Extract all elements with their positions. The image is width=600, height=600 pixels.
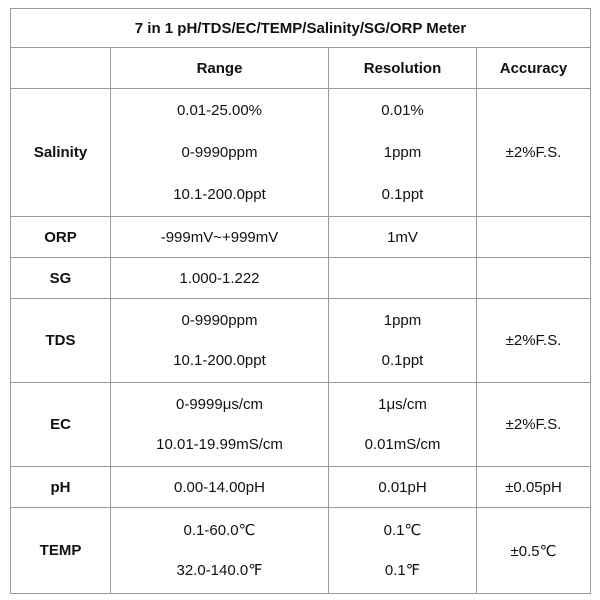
- row-temp: [11, 508, 591, 594]
- resolution-value: 0.1℉: [384, 561, 421, 579]
- resolution-sg: [329, 258, 477, 299]
- range-salinity: [111, 89, 329, 217]
- accuracy-tds: ±2%F.S.: [477, 299, 591, 383]
- accuracy-salinity: ±2%F.S.: [477, 89, 591, 217]
- range-value: 10.1-200.0ppt: [173, 351, 266, 369]
- resolution-temp: [329, 508, 477, 594]
- row-ec: [11, 383, 591, 467]
- accuracy-ph: ±0.05pH: [477, 467, 591, 508]
- range-orp: -999mV~+999mV: [111, 217, 329, 258]
- header-resolution: Resolution: [329, 48, 477, 89]
- resolution-tds: [329, 299, 477, 383]
- range-value: 0-9990ppm: [181, 143, 258, 161]
- label-salinity: Salinity: [11, 89, 111, 217]
- range-ph: 0.00-14.00pH: [111, 467, 329, 508]
- range-value: 10.1-200.0ppt: [173, 185, 266, 203]
- resolution-value: 1μs/cm: [378, 395, 427, 413]
- row-sg: [11, 258, 591, 299]
- range-temp: [111, 508, 329, 594]
- resolution-value: 0.01%: [381, 101, 424, 119]
- range-ec: [111, 383, 329, 467]
- resolution-value: 1ppm: [383, 143, 422, 161]
- resolution-orp: 1mV: [329, 217, 477, 258]
- range-value: 32.0-140.0℉: [176, 561, 263, 579]
- range-value: 10.01-19.99mS/cm: [156, 435, 283, 453]
- resolution-salinity: [329, 89, 477, 217]
- header-parameter: [11, 48, 111, 89]
- resolution-value: 0.01mS/cm: [364, 435, 441, 453]
- range-value: 0.1-60.0℃: [183, 521, 256, 539]
- accuracy-temp: ±0.5℃: [477, 508, 591, 594]
- range-value: 0-9990ppm: [181, 311, 258, 329]
- row-tds: [11, 299, 591, 383]
- resolution-value: 1ppm: [383, 311, 422, 329]
- resolution-ec: [329, 383, 477, 467]
- resolution-ph: 0.01pH: [329, 467, 477, 508]
- row-salinity: [11, 89, 591, 217]
- label-tds: TDS: [11, 299, 111, 383]
- accuracy-ec: ±2%F.S.: [477, 383, 591, 467]
- label-orp: ORP: [11, 217, 111, 258]
- resolution-value: 0.1℃: [383, 521, 422, 539]
- label-sg: SG: [11, 258, 111, 299]
- accuracy-sg: [477, 258, 591, 299]
- spec-table: [10, 8, 591, 594]
- accuracy-orp: [477, 217, 591, 258]
- resolution-value: 0.1ppt: [381, 185, 424, 203]
- range-tds: [111, 299, 329, 383]
- label-ph: pH: [11, 467, 111, 508]
- row-orp: [11, 217, 591, 258]
- resolution-value: 0.1ppt: [381, 351, 424, 369]
- header-accuracy: Accuracy: [477, 48, 591, 89]
- range-sg: 1.000-1.222: [111, 258, 329, 299]
- header-row: [11, 48, 591, 89]
- title-row: [11, 9, 591, 48]
- table-title: 7 in 1 pH/TDS/EC/TEMP/Salinity/SG/ORP Meter: [11, 9, 591, 48]
- range-value: 0-9999μs/cm: [175, 395, 263, 413]
- range-value: 0.01-25.00%: [176, 101, 263, 119]
- row-ph: [11, 467, 591, 508]
- label-ec: EC: [11, 383, 111, 467]
- label-temp: TEMP: [11, 508, 111, 594]
- spec-table-container: [10, 8, 590, 594]
- header-range: Range: [111, 48, 329, 89]
